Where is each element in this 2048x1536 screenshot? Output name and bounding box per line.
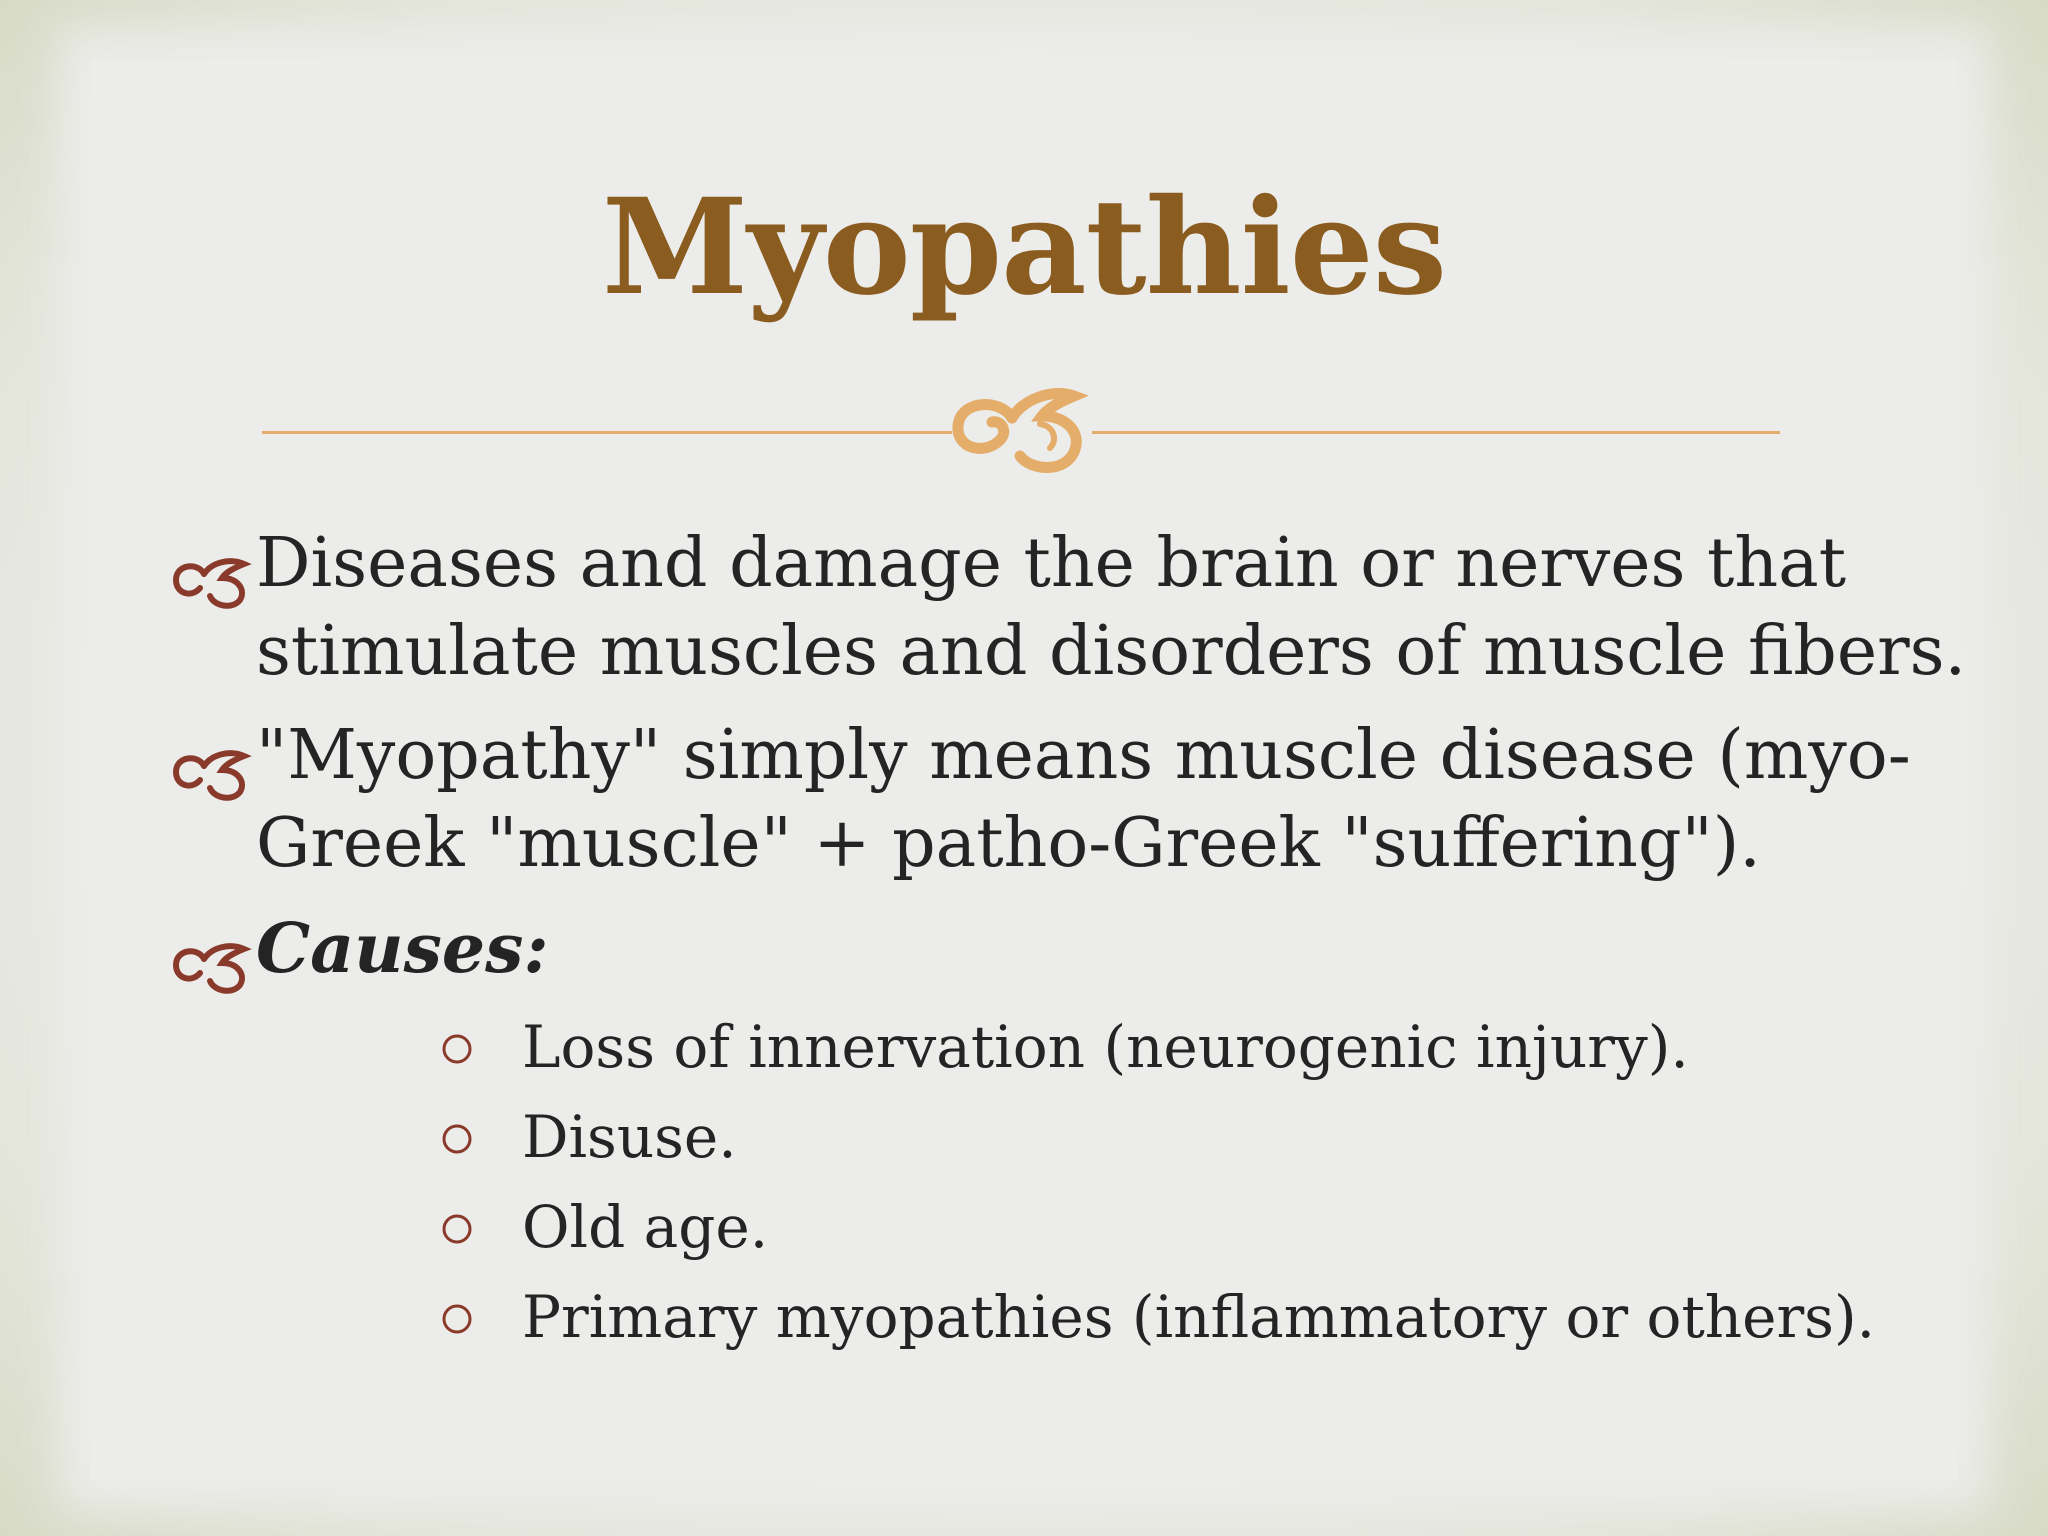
cause-text: Disuse. xyxy=(522,1103,737,1171)
circle-bullet-icon xyxy=(440,1302,474,1336)
cause-text: Primary myopathies (inflammatory or others). xyxy=(522,1283,1876,1351)
bullet-line: Greek "muscle" + patho-Greek "suffering"). xyxy=(256,804,1761,883)
circle-bullet-icon xyxy=(440,1032,474,1066)
divider-line-left xyxy=(262,431,952,434)
slide-title: Myopathies xyxy=(601,170,1447,325)
bullet-line: stimulate muscles and disorders of muscle fibers. xyxy=(256,612,1967,691)
bullet-line: "Myopathy" simply means muscle disease (myo- xyxy=(256,716,1911,795)
bullet-text xyxy=(256,712,1911,888)
bullet-text xyxy=(256,905,549,993)
divider-line-right xyxy=(1092,431,1780,434)
cause-text: Loss of innervation (neurogenic injury). xyxy=(522,1013,1689,1081)
cause-text: Old age. xyxy=(522,1193,769,1261)
bullet-text xyxy=(256,520,1966,696)
fleuron-bullet-icon xyxy=(172,742,252,802)
causes-heading: Causes: xyxy=(256,909,549,989)
circle-bullet-icon xyxy=(440,1212,474,1246)
bullet-line: Diseases and damage the brain or nerves that xyxy=(256,524,1847,603)
circle-bullet-icon xyxy=(440,1122,474,1156)
fleuron-bullet-icon xyxy=(172,935,252,995)
fleuron-ornament-icon xyxy=(950,378,1095,478)
fleuron-bullet-icon xyxy=(172,550,252,610)
